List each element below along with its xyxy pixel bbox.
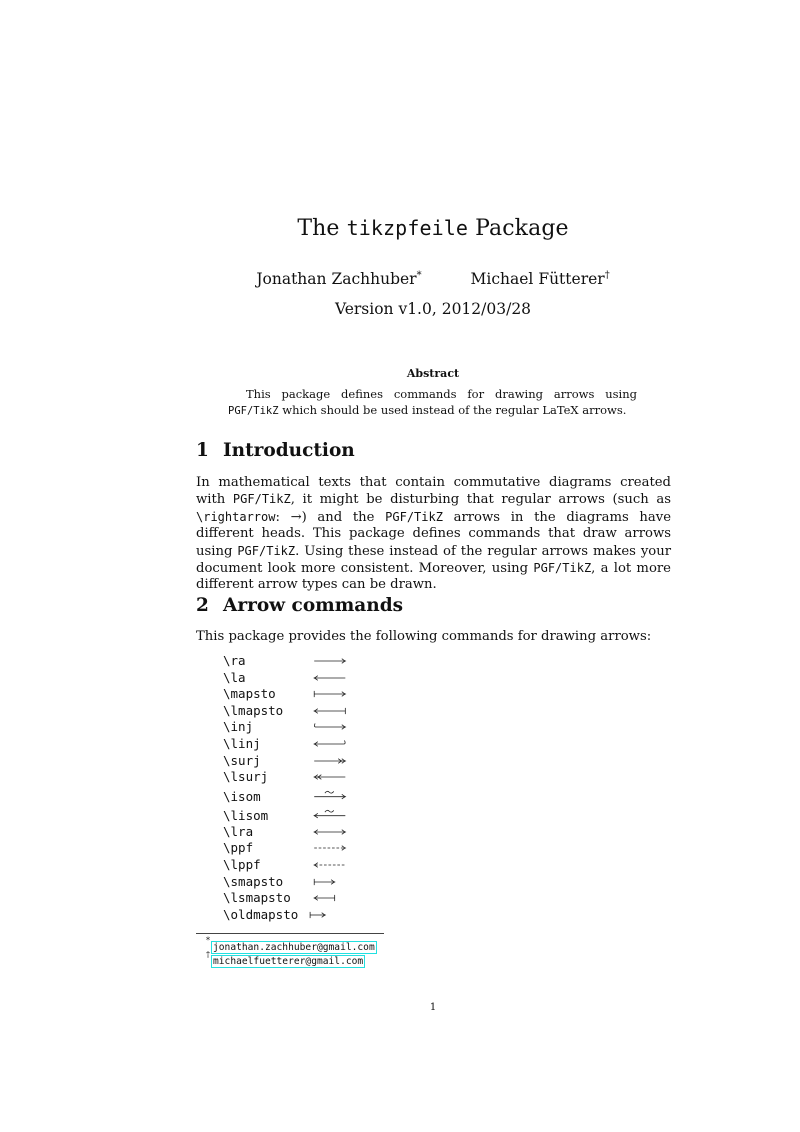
command-name: \inj xyxy=(223,719,254,735)
footnote-rule xyxy=(196,933,384,934)
command-name: \isom xyxy=(223,788,261,804)
smapsto-arrow-icon xyxy=(312,874,352,890)
command-name: \ra xyxy=(223,653,246,668)
lsmapsto-arrow-icon xyxy=(312,890,352,906)
command-name: \smapsto xyxy=(223,873,284,889)
command-name: \mapsto xyxy=(223,686,276,702)
section-heading-arrow-commands: 2 Arrow commands xyxy=(196,595,404,616)
title-package-name: tikzpfeile xyxy=(346,216,469,240)
page-number: 1 xyxy=(429,1002,437,1013)
lsurj-arrow-icon xyxy=(312,769,352,785)
title-suffix: Package xyxy=(468,216,569,241)
email-link-michael[interactable]: michaelfuetterer@gmail.com xyxy=(213,955,364,967)
command-name: \lppf xyxy=(223,856,261,872)
author-2: Michael Fütterer† xyxy=(470,270,610,289)
surj-arrow-icon xyxy=(312,753,352,769)
version-line: Version v1.0, 2012/03/28 xyxy=(334,300,532,318)
linj-arrow-icon xyxy=(312,736,352,752)
abstract-text: This package defines commands for drawing arrows using PGF/TikZ which should be used instead of the regular LaTeX arrows. xyxy=(228,387,637,417)
section-heading-introduction: 1 Introduction xyxy=(196,440,355,461)
la-arrow-icon xyxy=(312,670,352,686)
title-prefix: The xyxy=(297,216,347,241)
arrow-commands-intro: This package provides the following commands for drawing arrows: xyxy=(196,629,652,644)
author-1-footnote-mark[interactable]: * xyxy=(416,270,422,281)
command-name: \lra xyxy=(223,823,254,839)
author-list xyxy=(0,270,800,288)
ra-arrow-icon xyxy=(312,653,352,669)
command-name: \ppf xyxy=(223,840,254,856)
ppf-arrow-icon xyxy=(312,840,352,856)
lisom-arrow-icon xyxy=(312,805,352,821)
command-name: \oldmapsto xyxy=(223,906,299,922)
command-name: \surj xyxy=(223,752,261,768)
footnote-2: †michaelfuetterer@gmail.com xyxy=(206,950,364,967)
footnote-1: *jonathan.zachhuber@gmail.com xyxy=(206,936,375,953)
command-name: \linj xyxy=(223,735,261,751)
introduction-paragraph: In mathematical texts that contain commutative diagrams created with PGF/TikZ, it might be disturbing that regular arrows (such as \rightarrow: →) and the PGF/TikZ arrows in the diagrams have different heads. This package defines commands that draw arrows using PGF/TikZ. Using these instead of the regular arrows makes your document look more consistent. Moreover, using PGF/TikZ, a lot more different arrow types can be drawn. xyxy=(196,475,672,593)
oldmapsto-arrow-icon xyxy=(307,907,347,923)
author-2-footnote-mark[interactable]: † xyxy=(604,270,610,281)
command-name: \la xyxy=(223,669,246,685)
command-name: \lisom xyxy=(223,807,269,823)
abstract-heading: Abstract xyxy=(406,367,460,380)
command-name: \lsmapsto xyxy=(223,890,291,906)
command-name: \lsurj xyxy=(223,769,269,785)
command-name: \lmapsto xyxy=(223,702,284,718)
author-1: Jonathan Zachhuber* xyxy=(256,270,422,289)
inj-arrow-icon xyxy=(312,719,352,735)
isom-arrow-icon xyxy=(312,786,352,802)
lppf-arrow-icon xyxy=(312,857,352,873)
mapsto-arrow-icon xyxy=(312,686,352,702)
lmapsto-arrow-icon xyxy=(312,703,352,719)
lra-arrow-icon xyxy=(312,824,352,840)
document-title xyxy=(0,216,800,241)
email-link-jonathan[interactable]: jonathan.zachhuber@gmail.com xyxy=(213,941,375,953)
